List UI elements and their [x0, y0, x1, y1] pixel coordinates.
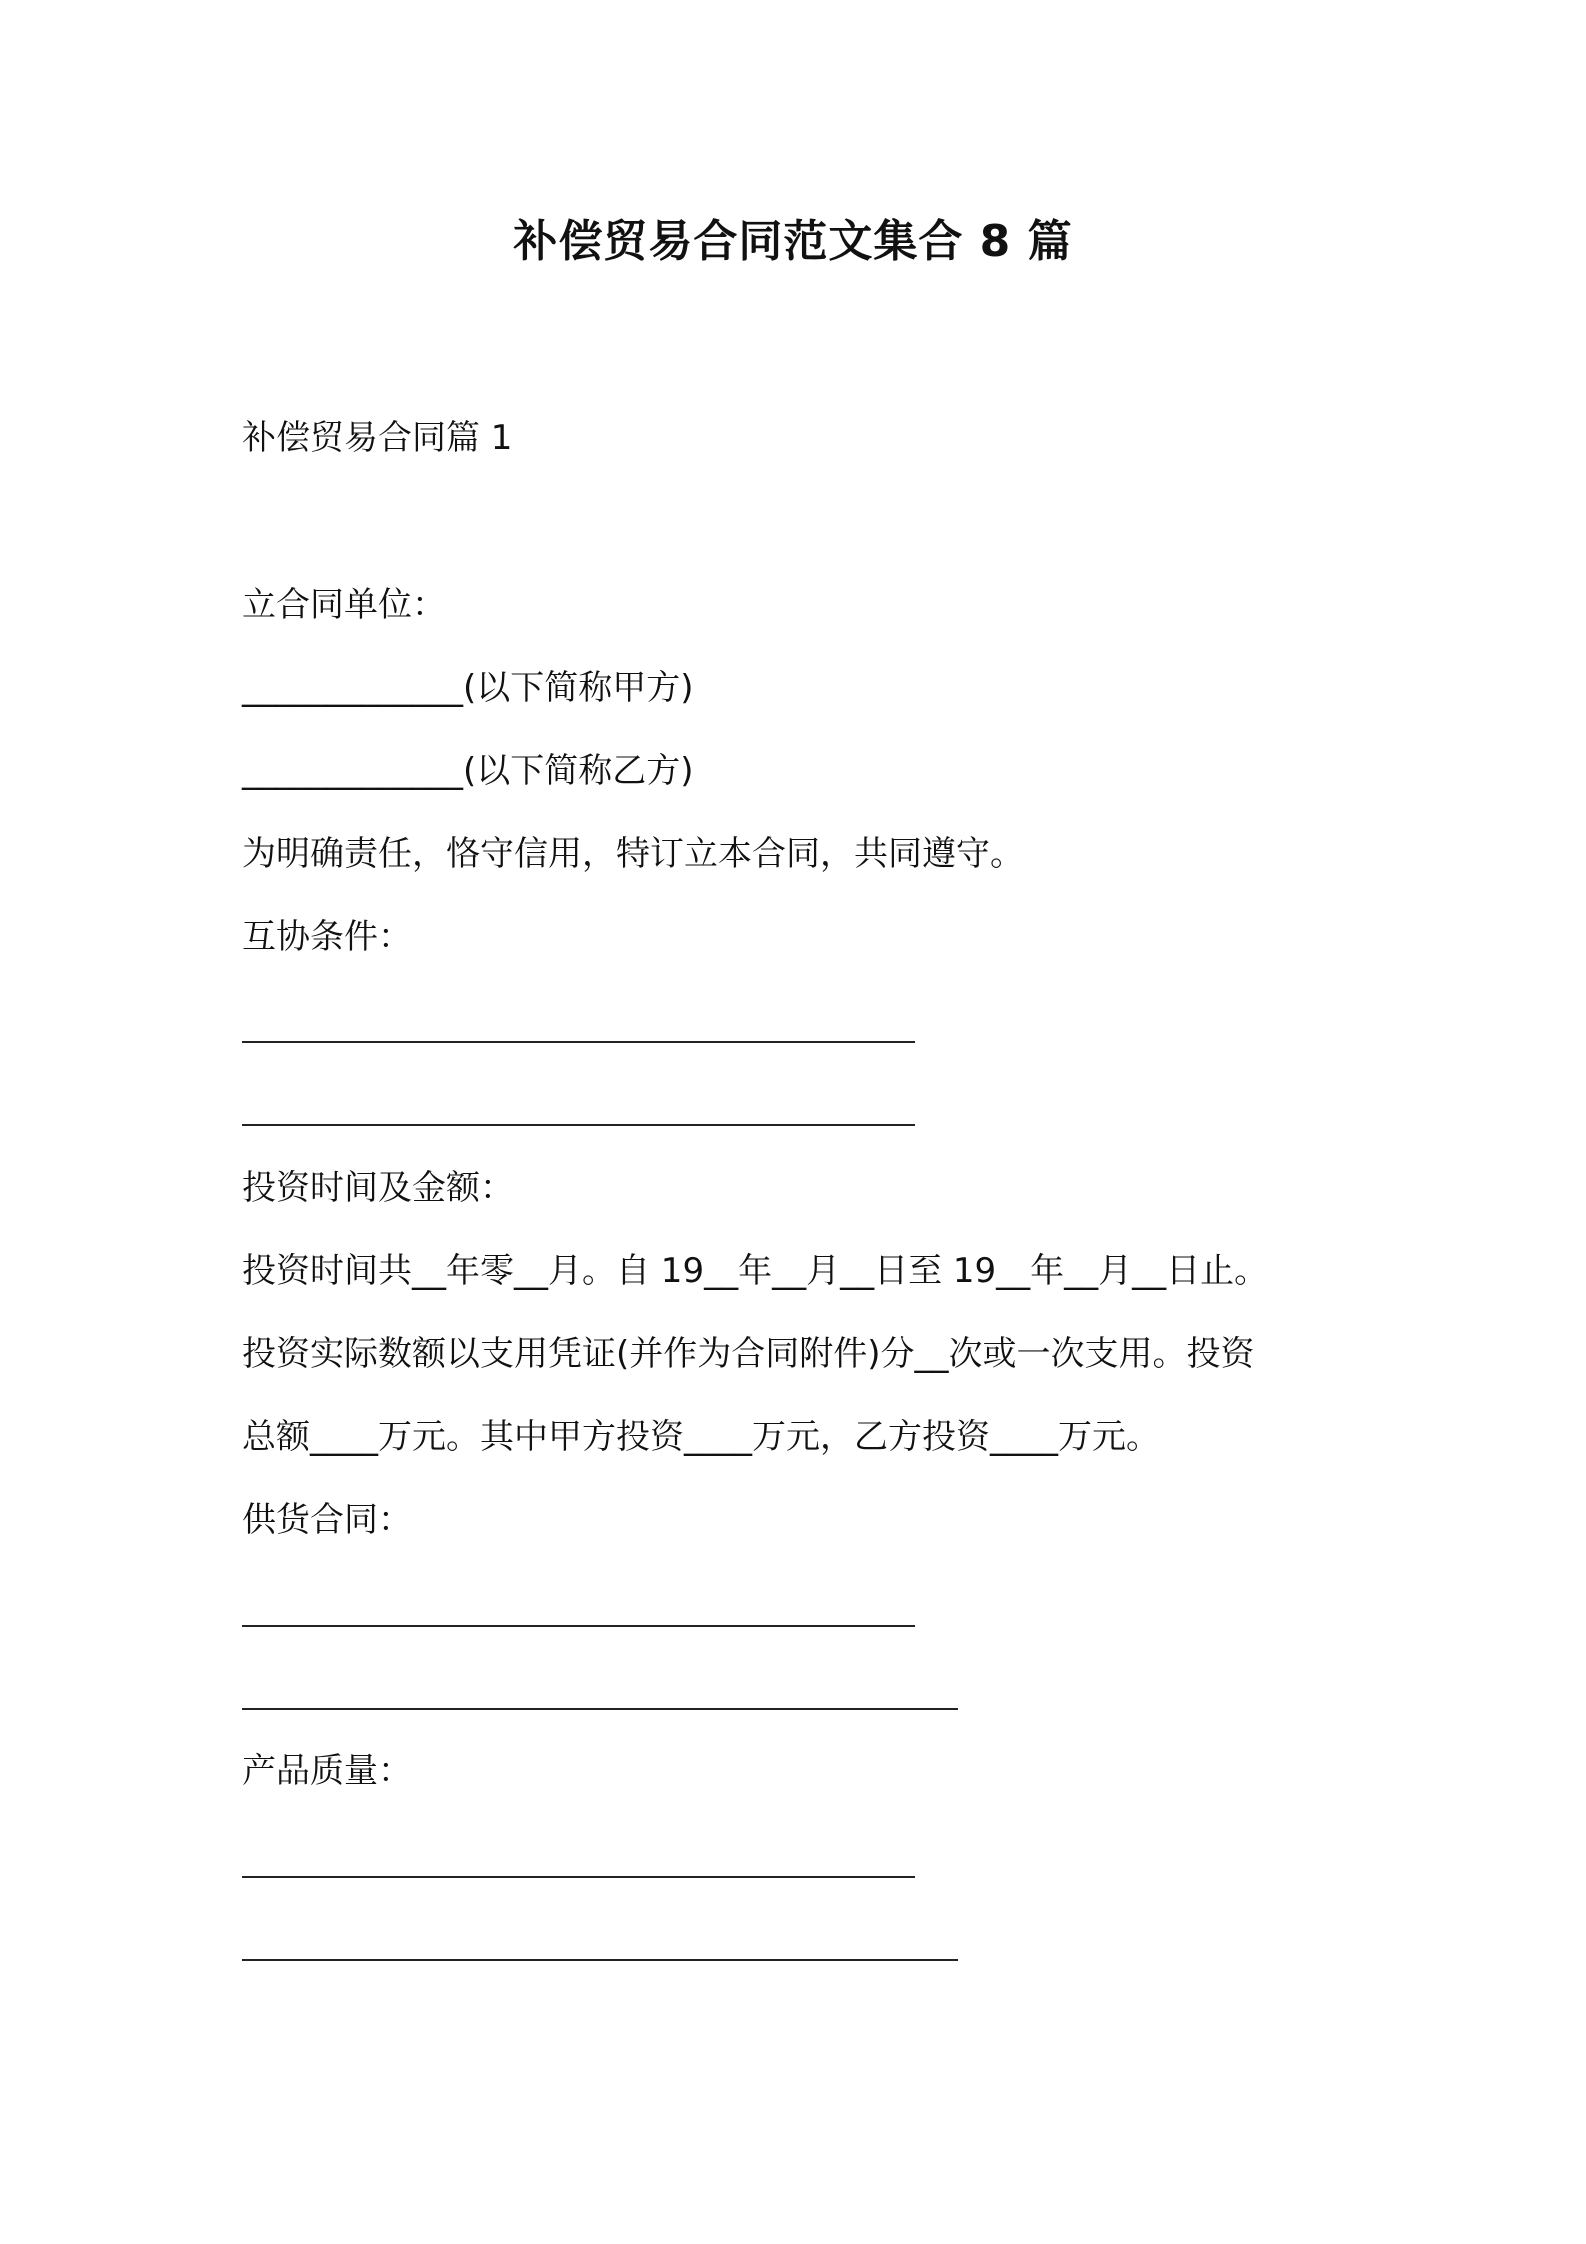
- blank-rule: [242, 1625, 915, 1627]
- contracting-parties-label: 立合同单位：: [242, 585, 446, 625]
- investment-time-line: 投资时间共__年零__月。自 19__年__月__日至 19__年__月__日止。: [242, 1251, 1269, 1291]
- blank-rule: [242, 1876, 915, 1878]
- quality-label: 产品质量：: [242, 1751, 412, 1791]
- party-a-line: _____________(以下简称甲方): [242, 668, 694, 708]
- blank-rule: [242, 1041, 915, 1043]
- investment-amount-line-2: 总额____万元。其中甲方投资____万元，乙方投资____万元。: [242, 1417, 1160, 1457]
- blank-rule: [242, 1124, 915, 1126]
- investment-amount-line-1: 投资实际数额以支用凭证(并作为合同附件)分__次或一次支用。投资: [242, 1334, 1255, 1374]
- supply-label: 供货合同：: [242, 1500, 412, 1540]
- document-title: 补偿贸易合同范文集合 8 篇: [513, 216, 1073, 267]
- investment-label: 投资时间及金额：: [242, 1168, 514, 1208]
- section-heading: 补偿贸易合同篇 1: [242, 418, 513, 458]
- blank-rule: [242, 1708, 958, 1710]
- party-b-line: _____________(以下简称乙方): [242, 751, 694, 791]
- blank-rule: [242, 1959, 958, 1961]
- cooperation-label: 互协条件：: [242, 917, 412, 957]
- purpose-line: 为明确责任，恪守信用，特订立本合同，共同遵守。: [242, 834, 1024, 874]
